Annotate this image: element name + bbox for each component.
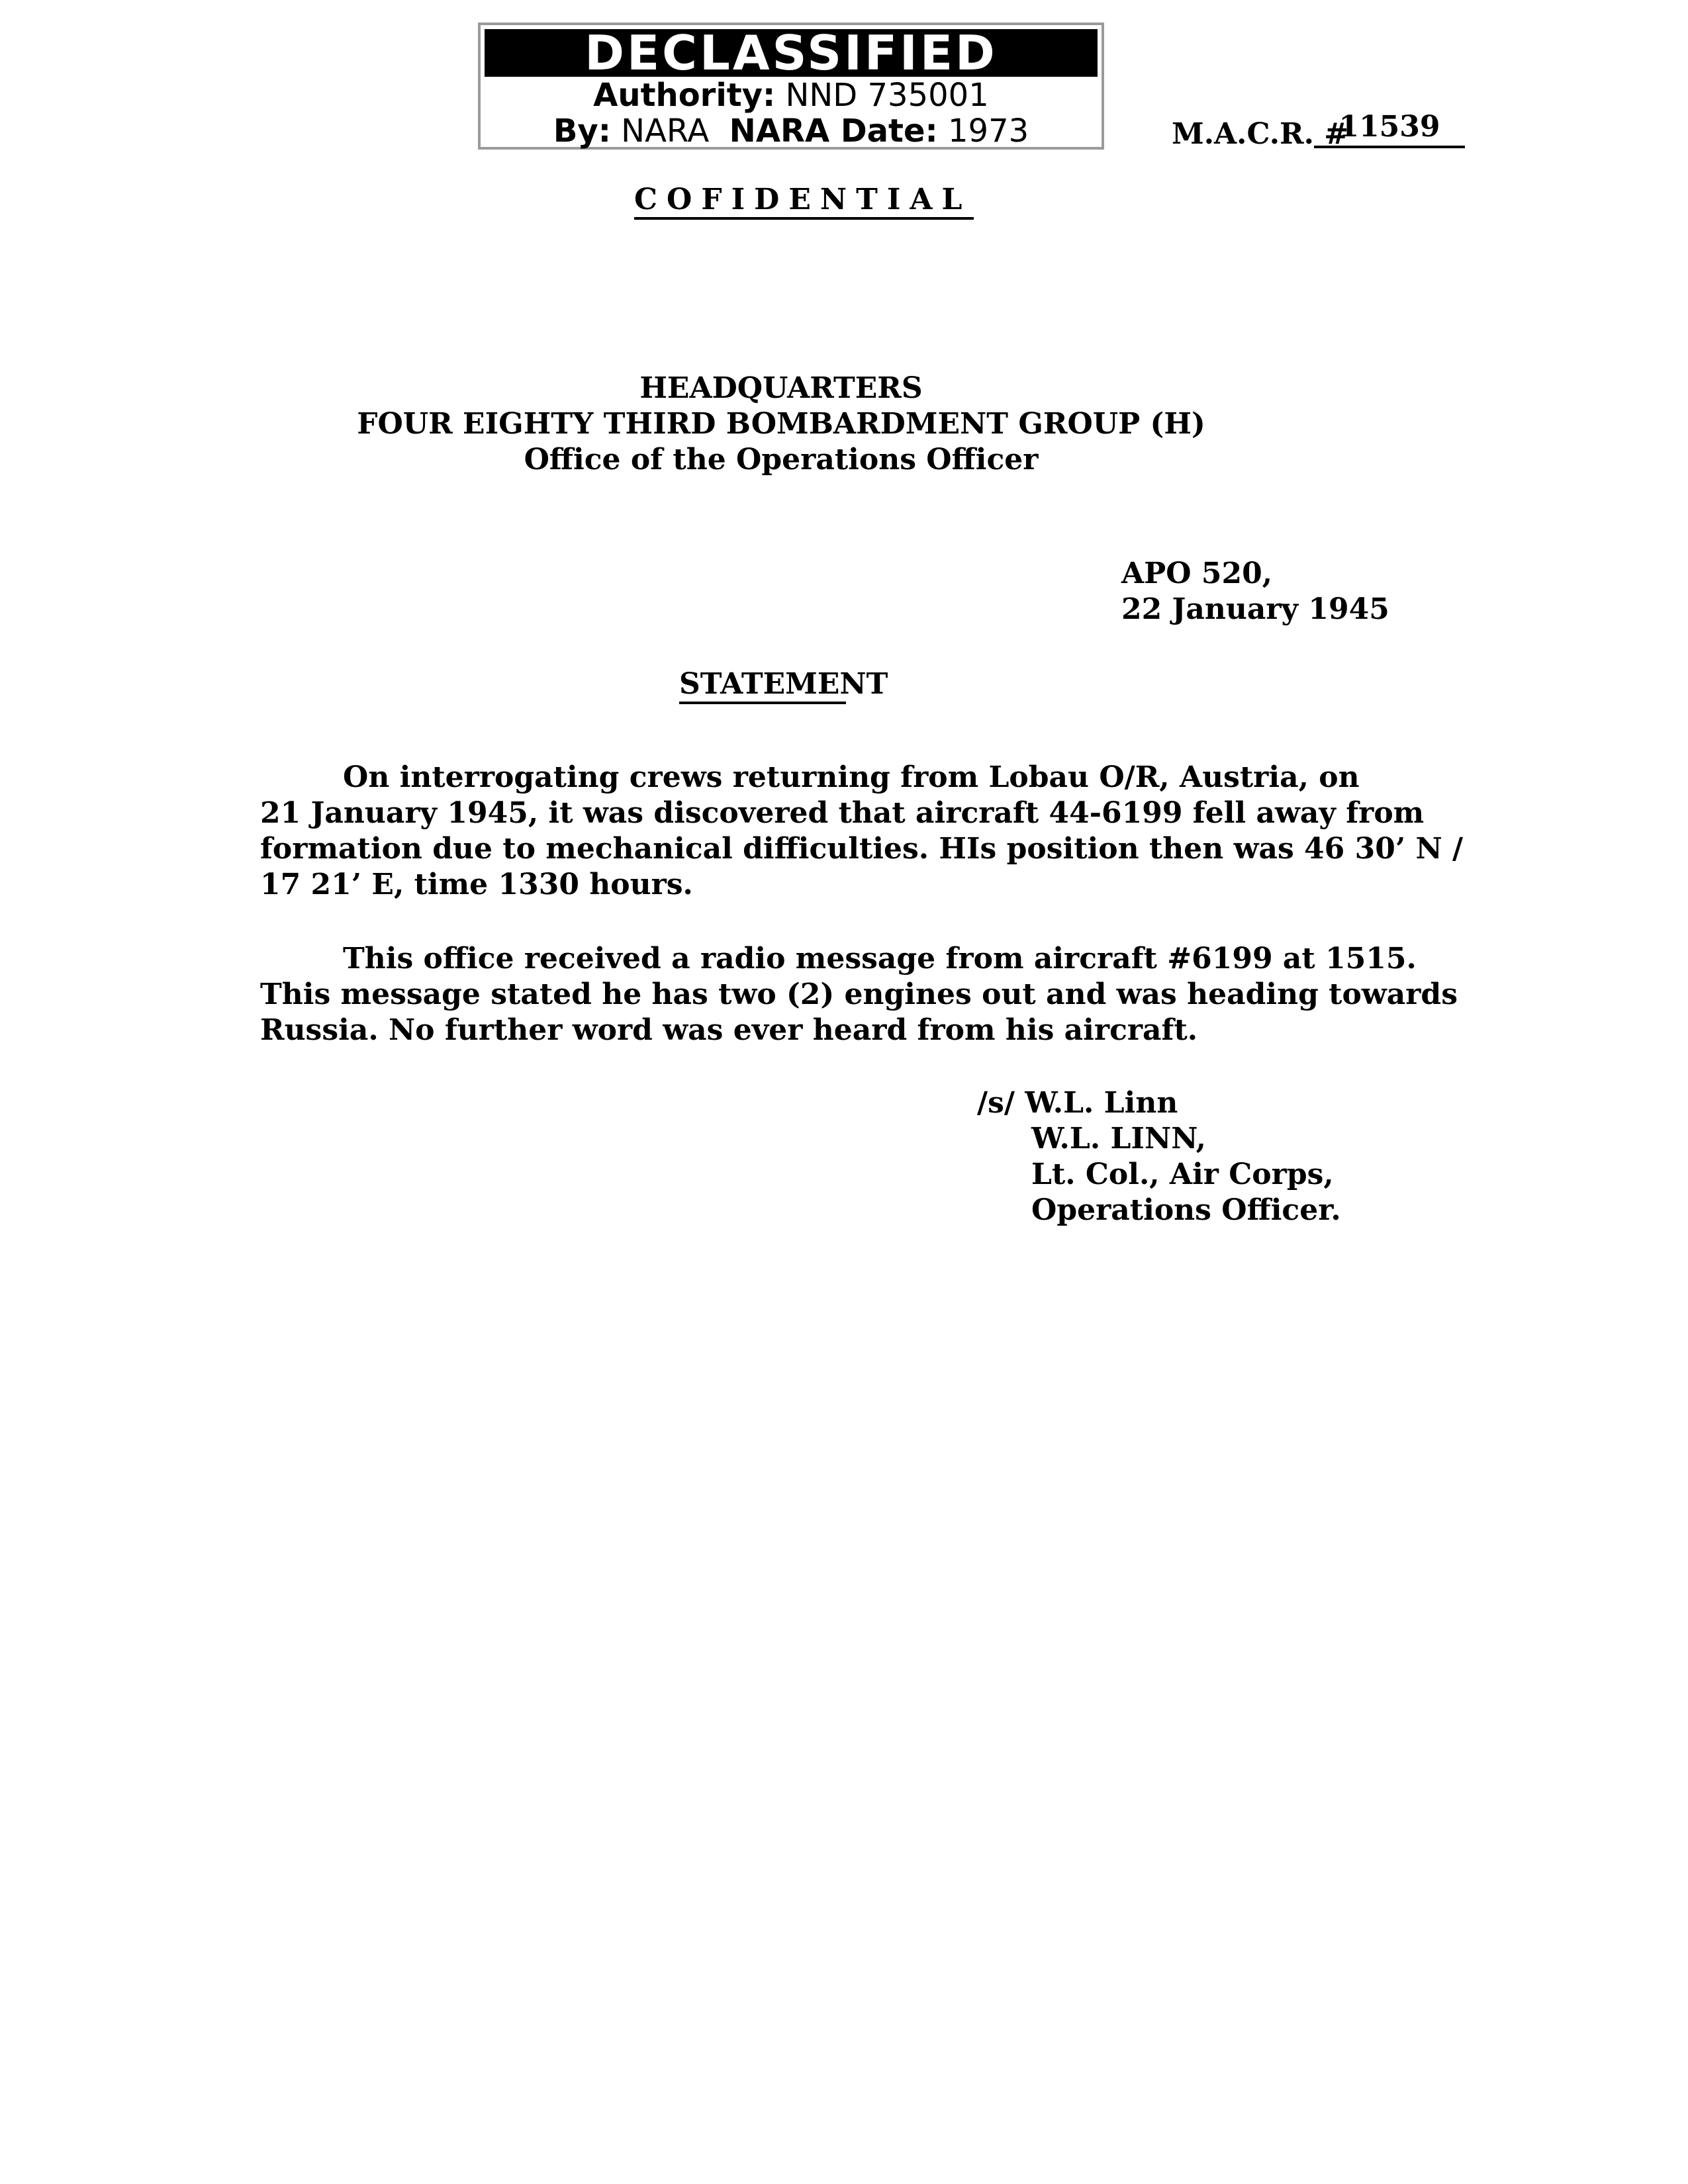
paragraph-2-line: Russia. No further word was ever heard from his aircraft. (260, 1013, 1198, 1047)
heading-line-1: HEADQUARTERS (639, 371, 923, 405)
document-title: STATEMENT (679, 667, 846, 704)
document-date: 22 January 1945 (1121, 592, 1389, 626)
stamp-title: DECLASSIFIED (485, 29, 1098, 77)
signature-rank: Lt. Col., Air Corps, (1031, 1158, 1334, 1191)
macr-label: M.A.C.R. # (1172, 117, 1349, 151)
apo-number: APO 520, (1121, 557, 1273, 590)
classification-marking: COFIDENTIAL (634, 183, 974, 220)
paragraph-2-line: This message stated he has two (2) engines out and was heading towards (260, 978, 1458, 1011)
heading-line-2: FOUR EIGHTY THIRD BOMBARDMENT GROUP (H) (357, 407, 1205, 441)
paragraph-1-line: On interrogating crews returning from Lobau O/R, Austria, on (343, 760, 1360, 794)
stamp-authority-line (481, 78, 1102, 113)
declassified-stamp (478, 23, 1104, 150)
paragraph-2-line: This office received a radio message from aircraft #6199 at 1515. (343, 942, 1417, 976)
stamp-date-value: 1973 (948, 113, 1029, 150)
paragraph-1-line: formation due to mechanical difficulties. HIs position then was 46 30’ N / (260, 832, 1464, 866)
macr-number: 11539 (1314, 109, 1465, 148)
paragraph-1-line: 21 January 1945, it was discovered that aircraft 44-6199 fell away from (260, 796, 1425, 830)
stamp-date-label: NARA Date: (729, 113, 938, 150)
signature-title: Operations Officer. (1031, 1193, 1341, 1227)
stamp-by-line (481, 114, 1102, 148)
heading-line-3: Office of the Operations Officer (524, 443, 1039, 477)
stamp-by-label: By: (553, 113, 611, 150)
stamp-by-value: NARA (621, 113, 710, 150)
stamp-authority-value: NND 735001 (785, 77, 989, 114)
signature-name: W.L. LINN, (1031, 1122, 1206, 1156)
signature-signed: /s/ W.L. Linn (977, 1086, 1178, 1120)
stamp-authority-label: Authority: (593, 77, 776, 114)
paragraph-1-line: 17 21’ E, time 1330 hours. (260, 868, 693, 901)
